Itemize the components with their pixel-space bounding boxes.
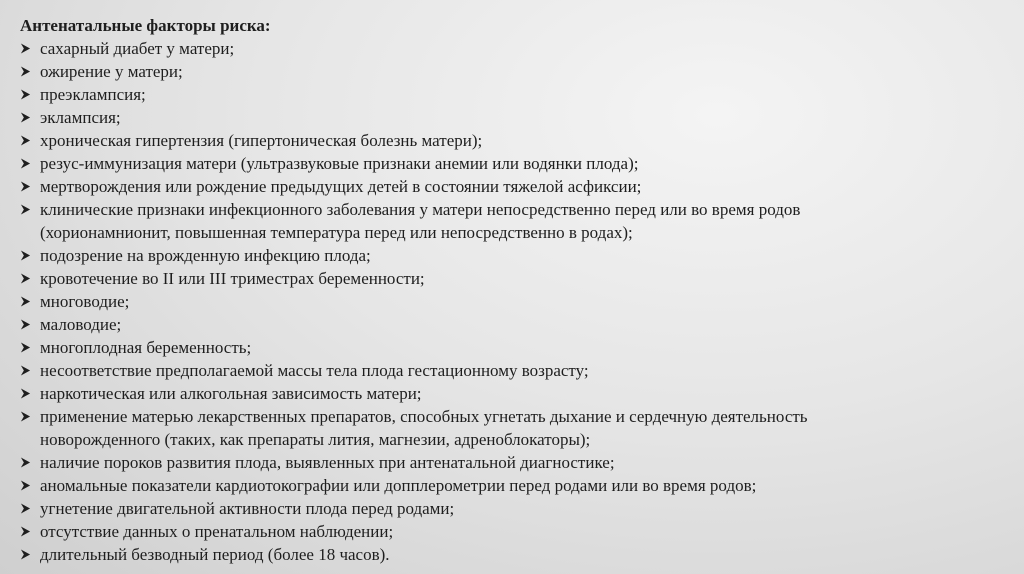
list-item <box>20 497 1004 520</box>
arrowhead-bullet-icon <box>20 474 36 497</box>
list-item <box>20 313 1004 336</box>
list-item-text: резус-иммунизация матери (ультразвуковые признаки анемии или водянки плода); <box>40 154 639 173</box>
arrowhead-bullet-icon <box>20 405 36 428</box>
arrowhead-bullet-icon <box>20 60 36 83</box>
arrowhead-bullet-icon <box>20 359 36 382</box>
arrowhead-bullet-icon <box>20 543 36 566</box>
list-item <box>20 37 1004 60</box>
list-item-text: маловодие; <box>40 315 122 334</box>
arrowhead-bullet-icon <box>20 244 36 267</box>
list-item <box>20 290 1004 313</box>
list-item-text: подозрение на врожденную инфекцию плода; <box>40 246 371 265</box>
list-item-text: мертворождения или рождение предыдущих детей в состоянии тяжелой асфиксии; <box>40 177 642 196</box>
list-item-text: применение матерью лекарственных препаратов, способных угнетать дыхание и сердечную деятельность <box>40 407 808 426</box>
list-item <box>20 359 1004 382</box>
list-item-text: сахарный диабет у матери; <box>40 39 235 58</box>
arrowhead-bullet-icon <box>20 497 36 520</box>
arrowhead-bullet-icon <box>20 382 36 405</box>
arrowhead-bullet-icon <box>20 129 36 152</box>
list-item <box>20 198 1004 244</box>
list-item-text: многоводие; <box>40 292 130 311</box>
arrowhead-bullet-icon <box>20 37 36 60</box>
list-item <box>20 106 1004 129</box>
arrowhead-bullet-icon <box>20 451 36 474</box>
list-item-text: несоответствие предполагаемой массы тела плода гестационному возрасту; <box>40 361 589 380</box>
list-item <box>20 175 1004 198</box>
list-item <box>20 336 1004 359</box>
list-item-text: новорожденного (таких, как препараты лития, магнезии, адреноблокаторы); <box>40 430 591 449</box>
list-item-text: ожирение у матери; <box>40 62 183 81</box>
list-item-text: длительный безводный период (более 18 часов). <box>40 545 390 564</box>
list-item-text: хроническая гипертензия (гипертоническая болезнь матери); <box>40 131 483 150</box>
list-item <box>20 60 1004 83</box>
list-item-text: кровотечение во II или III триместрах беременности; <box>40 269 425 288</box>
list-item <box>20 451 1004 474</box>
list-item-text: наличие пороков развития плода, выявленных при антенатальной диагностике; <box>40 453 615 472</box>
list-item <box>20 152 1004 175</box>
arrowhead-bullet-icon <box>20 106 36 129</box>
list-item <box>20 129 1004 152</box>
list-item <box>20 244 1004 267</box>
list-item <box>20 405 1004 451</box>
list-item-text: преэклампсия; <box>40 85 146 104</box>
list-item <box>20 267 1004 290</box>
list-item <box>20 520 1004 543</box>
list-item <box>20 83 1004 106</box>
arrowhead-bullet-icon <box>20 267 36 290</box>
list-item-text: многоплодная беременность; <box>40 338 252 357</box>
list-item-text: аномальные показатели кардиотокографии или допплерометрии перед родами или во время родов; <box>40 476 757 495</box>
list-item <box>20 474 1004 497</box>
arrowhead-bullet-icon <box>20 313 36 336</box>
slide-heading: Антенатальные факторы риска: <box>20 16 271 35</box>
risk-factor-list <box>20 37 1004 566</box>
arrowhead-bullet-icon <box>20 520 36 543</box>
arrowhead-bullet-icon <box>20 152 36 175</box>
list-item-text: эклампсия; <box>40 108 121 127</box>
arrowhead-bullet-icon <box>20 83 36 106</box>
arrowhead-bullet-icon <box>20 198 36 221</box>
list-item-text: наркотическая или алкогольная зависимость матери; <box>40 384 422 403</box>
list-item-text: угнетение двигательной активности плода перед родами; <box>40 499 455 518</box>
list-item <box>20 543 1004 566</box>
list-item-text: отсутствие данных о пренатальном наблюдении; <box>40 522 394 541</box>
arrowhead-bullet-icon <box>20 175 36 198</box>
arrowhead-bullet-icon <box>20 290 36 313</box>
list-item-text: (хорионамнионит, повышенная температура перед или непосредственно в родах); <box>40 223 633 242</box>
list-item-text: клинические признаки инфекционного заболевания у матери непосредственно перед или во время родов <box>40 200 801 219</box>
arrowhead-bullet-icon <box>20 336 36 359</box>
list-item <box>20 382 1004 405</box>
